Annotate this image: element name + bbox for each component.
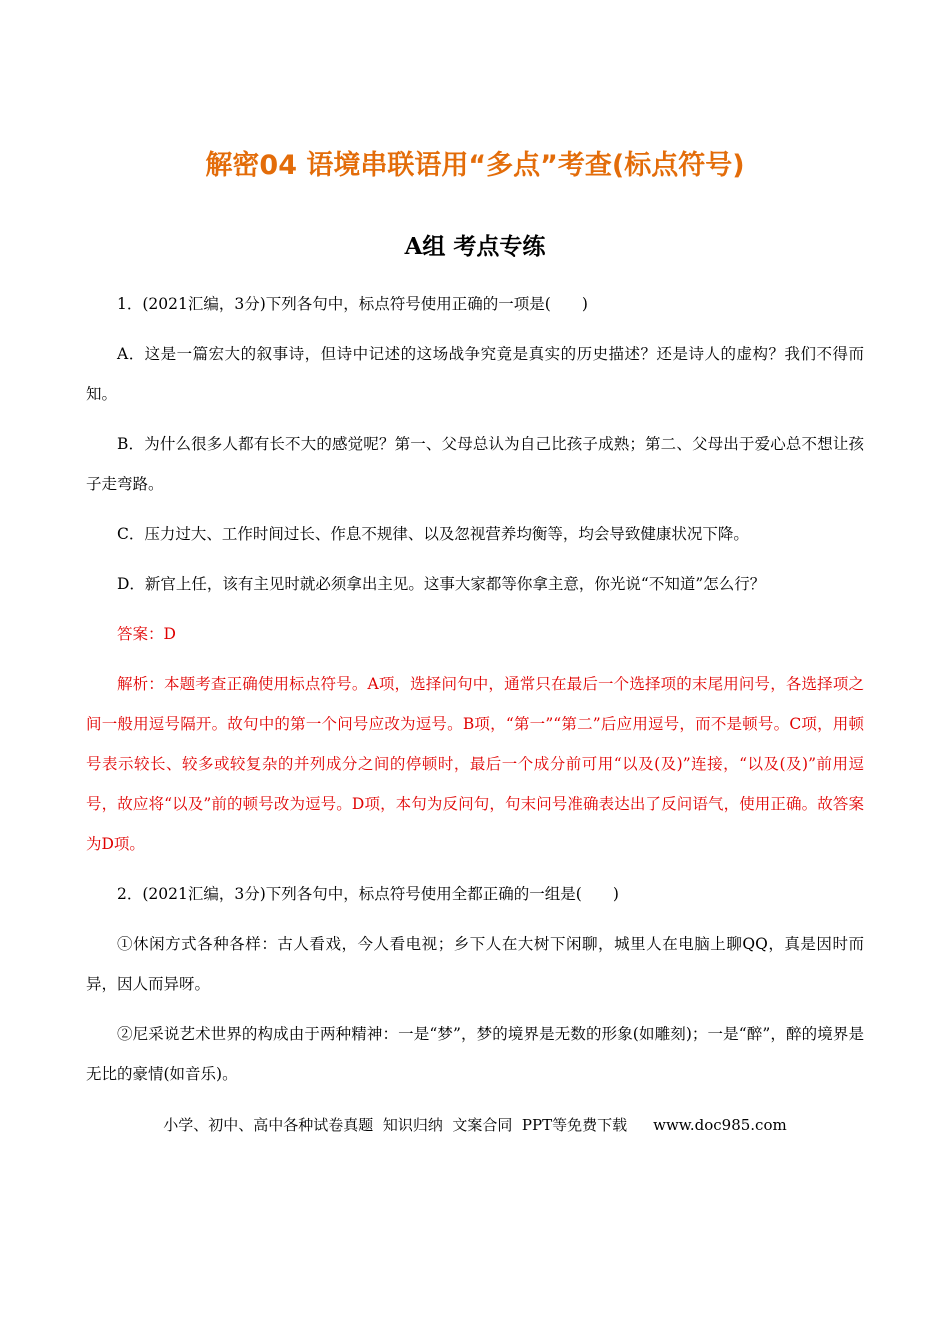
- footer-url: www.doc985.com: [653, 1116, 787, 1134]
- question-2-stem: 2．(2021汇编，3分)下列各句中，标点符号使用全都正确的一组是( ): [117, 885, 619, 903]
- document-title: 解密04 语境串联语用“多点”考查(标点符号): [205, 150, 745, 181]
- section-title: A组 考点专练: [404, 233, 546, 260]
- question-2-item-2: ②尼采说艺术世界的构成由于两种精神：一是“梦”，梦的境界是无数的形象(如雕刻)；一是“醉”，醉的境界是无比的豪情(如音乐)。: [86, 1025, 864, 1083]
- question-1-option-a: A．这是一篇宏大的叙事诗，但诗中记述的这场战争究竟是真实的历史描述？还是诗人的虚构？我们不得而知。: [86, 345, 864, 403]
- page-footer: [0, 1110, 950, 1140]
- question-1-stem: 1．(2021汇编，3分)下列各句中，标点符号使用正确的一项是( ): [117, 295, 588, 313]
- question-1-option-d: D．新官上任，该有主见时就必须拿出主见。这事大家都等你拿主意，你光说“不知道”怎么行？: [117, 575, 766, 593]
- question-1-analysis: 解析：本题考查正确使用标点符号。A项，选择问句中，通常只在最后一个选择项的末尾用问号，各选择项之间一般用逗号隔开。故句中的第一个问号应改为逗号。B项，“第一”“第二”后应用逗号，而不是顿号。C项，用顿号表示较长、较多或较复杂的并列成分之间的停顿时，最后一个成分前可用“以及(及)”连接，“以及(及)”前用逗号，故应将“以及”前的顿号改为逗号。D项，本句为反问句，句末问号准确表达出了反问语气，使用正确。故答案为D项。: [86, 675, 864, 853]
- document-body: [86, 284, 864, 1104]
- footer-text: 小学、初中、高中各种试卷真题 知识归纳 文案合同 PPT等免费下载: [163, 1116, 628, 1134]
- question-1-option-b: B．为什么很多人都有长不大的感觉呢？第一、父母总认为自己比孩子成熟；第二、父母出于爱心总不想让孩子走弯路。: [86, 435, 864, 493]
- question-2-item-1: ①休闲方式各种各样：古人看戏，今人看电视；乡下人在大树下闲聊，城里人在电脑上聊QQ，真是因时而异，因人而异呀。: [86, 935, 864, 993]
- question-1-answer: 答案：D: [117, 625, 176, 643]
- question-1-option-c: C．压力过大、工作时间过长、作息不规律、以及忽视营养均衡等，均会导致健康状况下降。: [117, 525, 749, 543]
